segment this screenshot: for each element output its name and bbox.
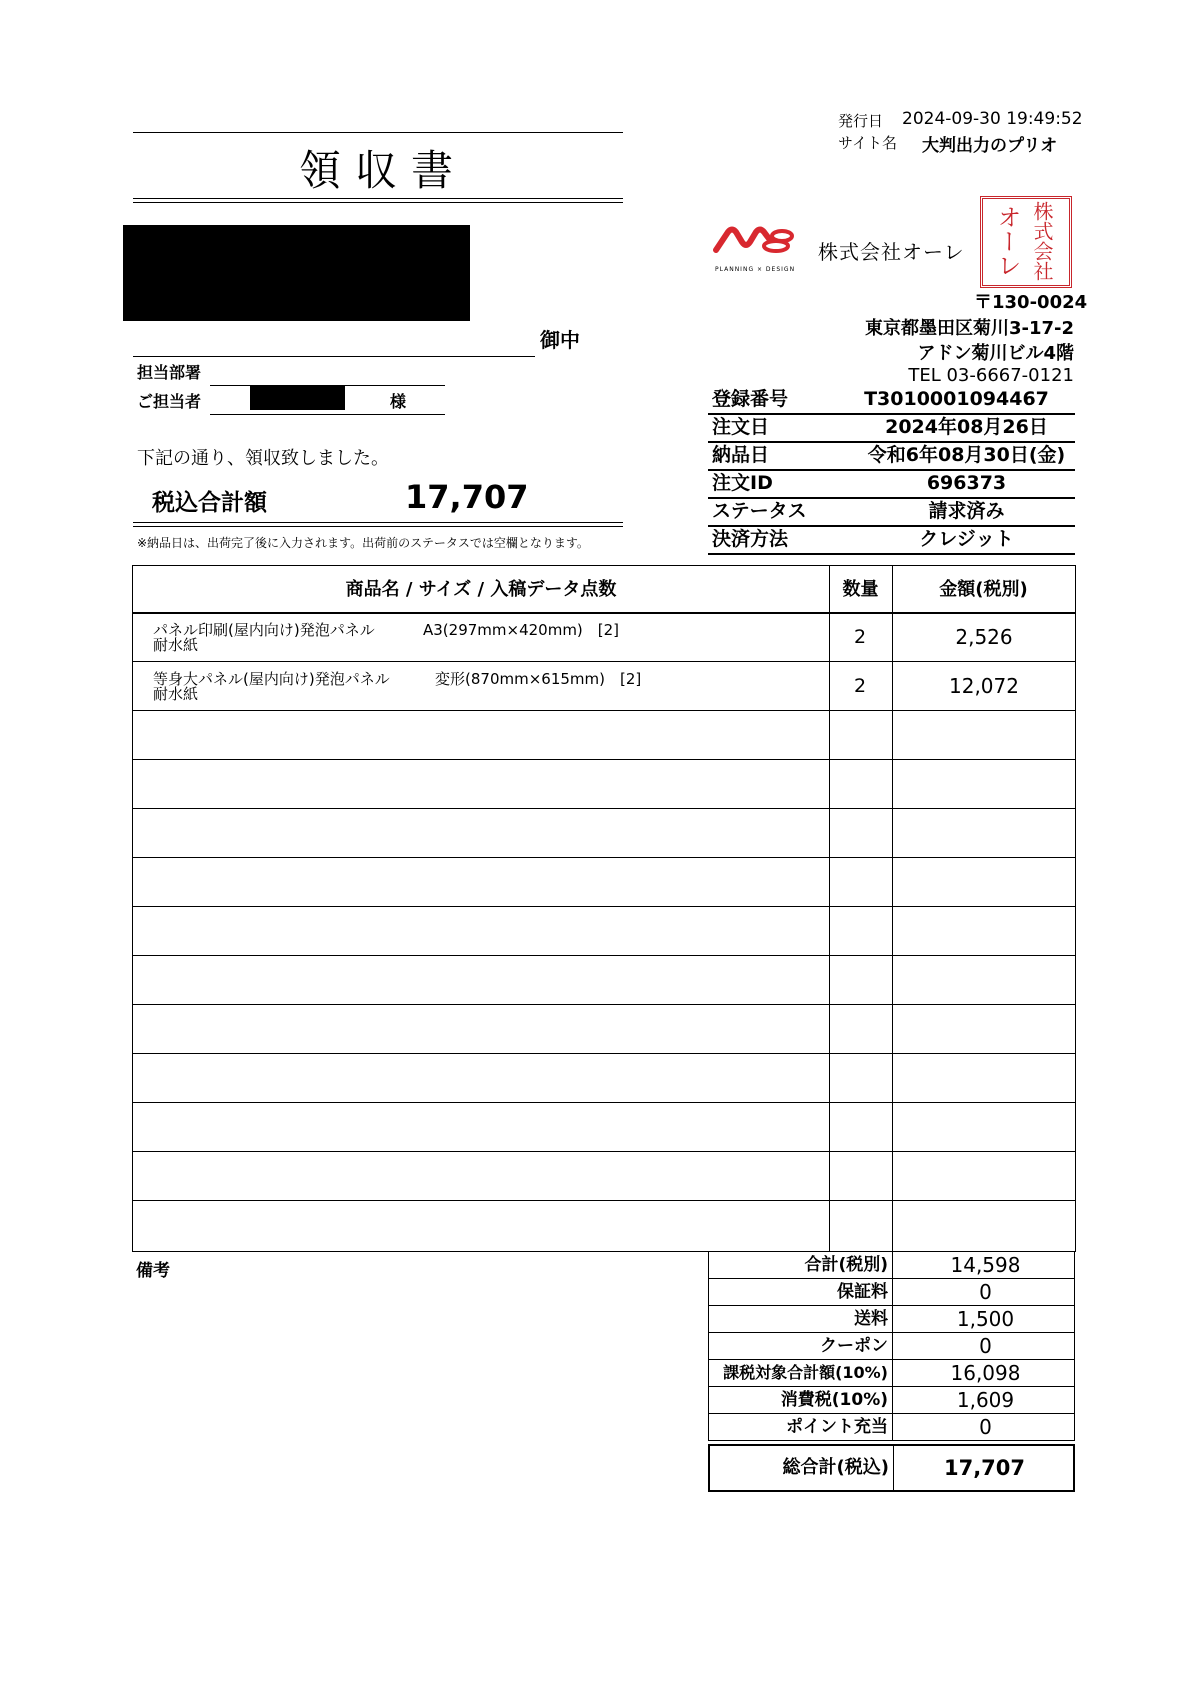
summary-row xyxy=(708,1252,1075,1279)
row-divider xyxy=(133,1200,1075,1201)
row-divider xyxy=(133,1053,1075,1054)
person-suffix: 様 xyxy=(390,392,407,411)
summary-value: 16,098 xyxy=(950,1361,1021,1385)
row-divider xyxy=(133,906,1075,907)
title-rule-bottom xyxy=(133,202,623,203)
row-divider xyxy=(133,1004,1075,1005)
title-rule-mid xyxy=(133,198,623,199)
info-label: 注文ID xyxy=(712,472,773,494)
info-row-payment xyxy=(708,525,1075,555)
seal-text-2: オーレ xyxy=(993,205,1021,277)
info-label: 注文日 xyxy=(712,416,770,438)
summary-label: ポイント充当 xyxy=(709,1414,893,1440)
logo-tagline: PLANNING × DESIGN xyxy=(715,266,796,273)
table-row xyxy=(133,662,1075,710)
summary-value: 0 xyxy=(979,1415,992,1439)
product-qty: 2 xyxy=(853,626,867,648)
product-spec: 変形(870mm×615mm) [2] xyxy=(435,670,642,688)
items-table xyxy=(132,565,1076,1252)
total-rule-2 xyxy=(133,526,623,527)
product-qty: 2 xyxy=(853,675,867,697)
company-logo xyxy=(712,218,800,266)
table-row xyxy=(133,613,1075,661)
row-divider xyxy=(133,857,1075,858)
row-divider xyxy=(133,808,1075,809)
row-divider xyxy=(133,710,1075,711)
site-name-value: 大判出力のプリオ xyxy=(922,136,1058,156)
total-amount-label: 税込合計額 xyxy=(152,490,267,516)
info-value: クレジット xyxy=(919,528,1014,550)
summary-row xyxy=(708,1279,1075,1306)
total-amount-value: 17,707 xyxy=(405,478,529,516)
received-text: 下記の通り、領収致しました。 xyxy=(137,448,389,469)
info-value: 請求済み xyxy=(928,500,1005,522)
seal-text-1: 株式会社 xyxy=(1030,201,1054,281)
company-name: 株式会社オーレ xyxy=(818,240,965,264)
summary-value: 0 xyxy=(979,1280,992,1304)
summary-row xyxy=(708,1414,1075,1441)
summary-row xyxy=(708,1333,1075,1360)
row-divider xyxy=(133,955,1075,956)
summary-value: 1,500 xyxy=(956,1307,1015,1331)
header-amount: 金額(税別) xyxy=(939,579,1028,600)
company-seal xyxy=(980,196,1072,288)
grand-total-label: 総合計(税込) xyxy=(710,1446,894,1490)
summary-row xyxy=(708,1360,1075,1387)
info-row-registration xyxy=(708,385,1075,415)
company-logo-icon xyxy=(712,218,800,266)
info-label: 登録番号 xyxy=(712,388,789,410)
row-divider xyxy=(133,1151,1075,1152)
info-value: 2024年08月26日 xyxy=(885,416,1048,438)
info-label: ステータス xyxy=(712,500,807,522)
recipient-name-redaction xyxy=(123,225,470,321)
company-address-1: 東京都墨田区菊川3-17-2 xyxy=(864,318,1074,339)
info-label: 納品日 xyxy=(712,444,770,466)
recipient-suffix: 御中 xyxy=(540,328,580,352)
info-row-order-date xyxy=(708,413,1075,443)
row-divider xyxy=(133,759,1075,760)
summary-label: 送料 xyxy=(709,1306,893,1332)
product-spec: A3(297mm×420mm) [2] xyxy=(423,621,620,639)
person-name-redaction xyxy=(250,386,345,410)
grand-total-value: 17,707 xyxy=(943,1456,1026,1480)
total-rule-1 xyxy=(133,522,623,523)
summary-value: 14,598 xyxy=(950,1253,1021,1277)
summary-label: クーポン xyxy=(709,1333,893,1359)
row-divider xyxy=(133,1102,1075,1103)
product-name: 等身大パネル(屋内向け)発泡パネル xyxy=(153,670,390,688)
product-subname: 耐水紙 xyxy=(153,636,199,654)
company-tel: TEL 03-6667-0121 xyxy=(908,365,1074,386)
company-address-2: アドン菊川ビル4階 xyxy=(917,343,1074,364)
summary-value: 1,609 xyxy=(956,1388,1015,1412)
title-rule-top xyxy=(133,132,623,133)
delivery-note: ※納品日は、出荷完了後に入力されます。出荷前のステータスでは空欄となります。 xyxy=(137,536,589,550)
person-label: ご担当者 xyxy=(137,392,202,411)
issue-date-value: 2024-09-30 19:49:52 xyxy=(902,109,1083,129)
summary-row xyxy=(708,1306,1075,1333)
product-amount: 12,072 xyxy=(949,674,1019,698)
summary-value: 0 xyxy=(979,1334,992,1358)
company-postal: 〒130-0024 xyxy=(974,292,1088,313)
summary-label: 消費税(10%) xyxy=(709,1387,893,1413)
info-value: T3010001094467 xyxy=(864,388,1049,410)
summary-label: 合計(税別) xyxy=(709,1252,893,1278)
site-name-label: サイト名 xyxy=(838,134,897,152)
page-title: 領収書 xyxy=(298,146,467,195)
info-value: 令和6年08月30日(金) xyxy=(867,444,1066,466)
remarks-label: 備考 xyxy=(136,1261,170,1281)
grand-total-row xyxy=(708,1444,1075,1492)
issue-date-label: 発行日 xyxy=(838,112,884,130)
info-label: 決済方法 xyxy=(712,528,789,550)
info-value: 696373 xyxy=(926,472,1007,494)
info-row-status xyxy=(708,497,1075,527)
product-name: パネル印刷(屋内向け)発泡パネル xyxy=(153,621,375,639)
product-subname: 耐水紙 xyxy=(153,685,199,703)
info-row-order-id xyxy=(708,469,1075,499)
info-row-delivery-date xyxy=(708,441,1075,471)
recipient-underline xyxy=(133,356,535,357)
summary-row xyxy=(708,1387,1075,1414)
department-label: 担当部署 xyxy=(137,363,202,382)
header-qty: 数量 xyxy=(842,579,879,600)
summary-label: 課税対象合計額(10%) xyxy=(709,1360,893,1386)
header-product: 商品名 / サイズ / 入稿データ点数 xyxy=(345,579,617,600)
product-amount: 2,526 xyxy=(955,625,1013,649)
person-underline xyxy=(210,414,445,415)
summary-label: 保証料 xyxy=(709,1279,893,1305)
